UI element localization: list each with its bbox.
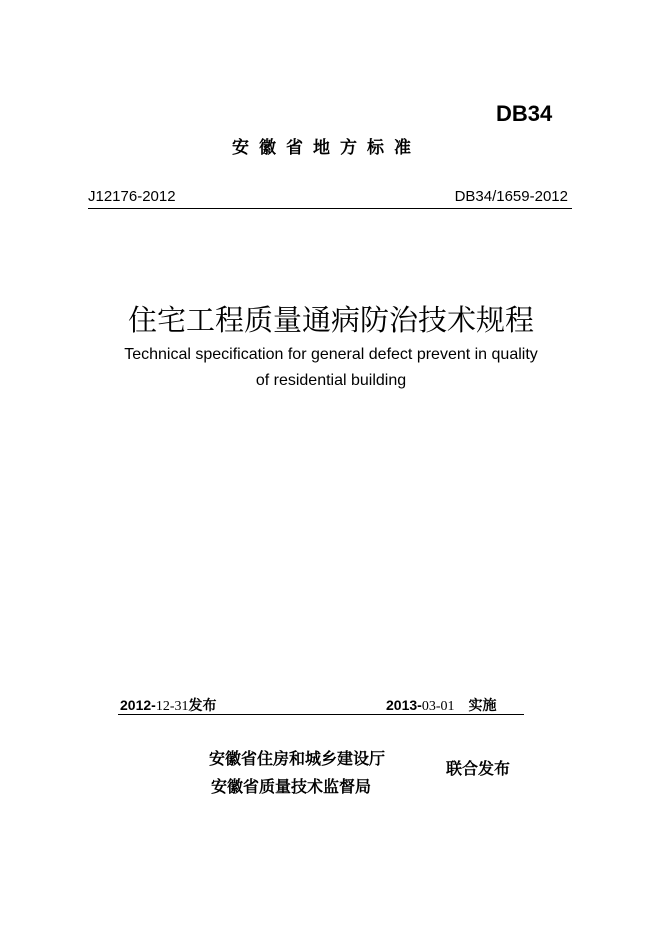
joint-release-label: 联合发布 — [446, 759, 511, 778]
effective-month-day: 03-01 — [421, 699, 455, 714]
codes-row — [88, 188, 572, 209]
effective-year: 2013- — [386, 697, 422, 713]
publish-year: 2012- — [120, 697, 156, 713]
title-english-line1: Technical specification for general defect prevent in quality — [124, 346, 538, 363]
issuer-org-1: 安徽省住房和城乡建设厅 — [209, 749, 386, 768]
standard-number: DB34/1659-2012 — [454, 188, 568, 205]
publish-month-day: 12-31 — [155, 699, 189, 714]
issuer-title: 安徽省地方标准 — [232, 138, 421, 158]
effective-date — [386, 695, 496, 715]
dates-row — [118, 694, 524, 715]
title-english-line2: of residential building — [255, 372, 407, 389]
db-code: DB34 — [496, 101, 553, 126]
effective-label: 实施 — [468, 698, 497, 714]
issuer-org-2: 安徽省质量技术监督局 — [211, 777, 372, 796]
publish-label: 发布 — [188, 698, 217, 714]
record-number: J12176-2012 — [88, 188, 176, 205]
publish-date — [120, 695, 216, 715]
title-chinese: 住宅工程质量通病防治技术规程 — [127, 303, 534, 337]
